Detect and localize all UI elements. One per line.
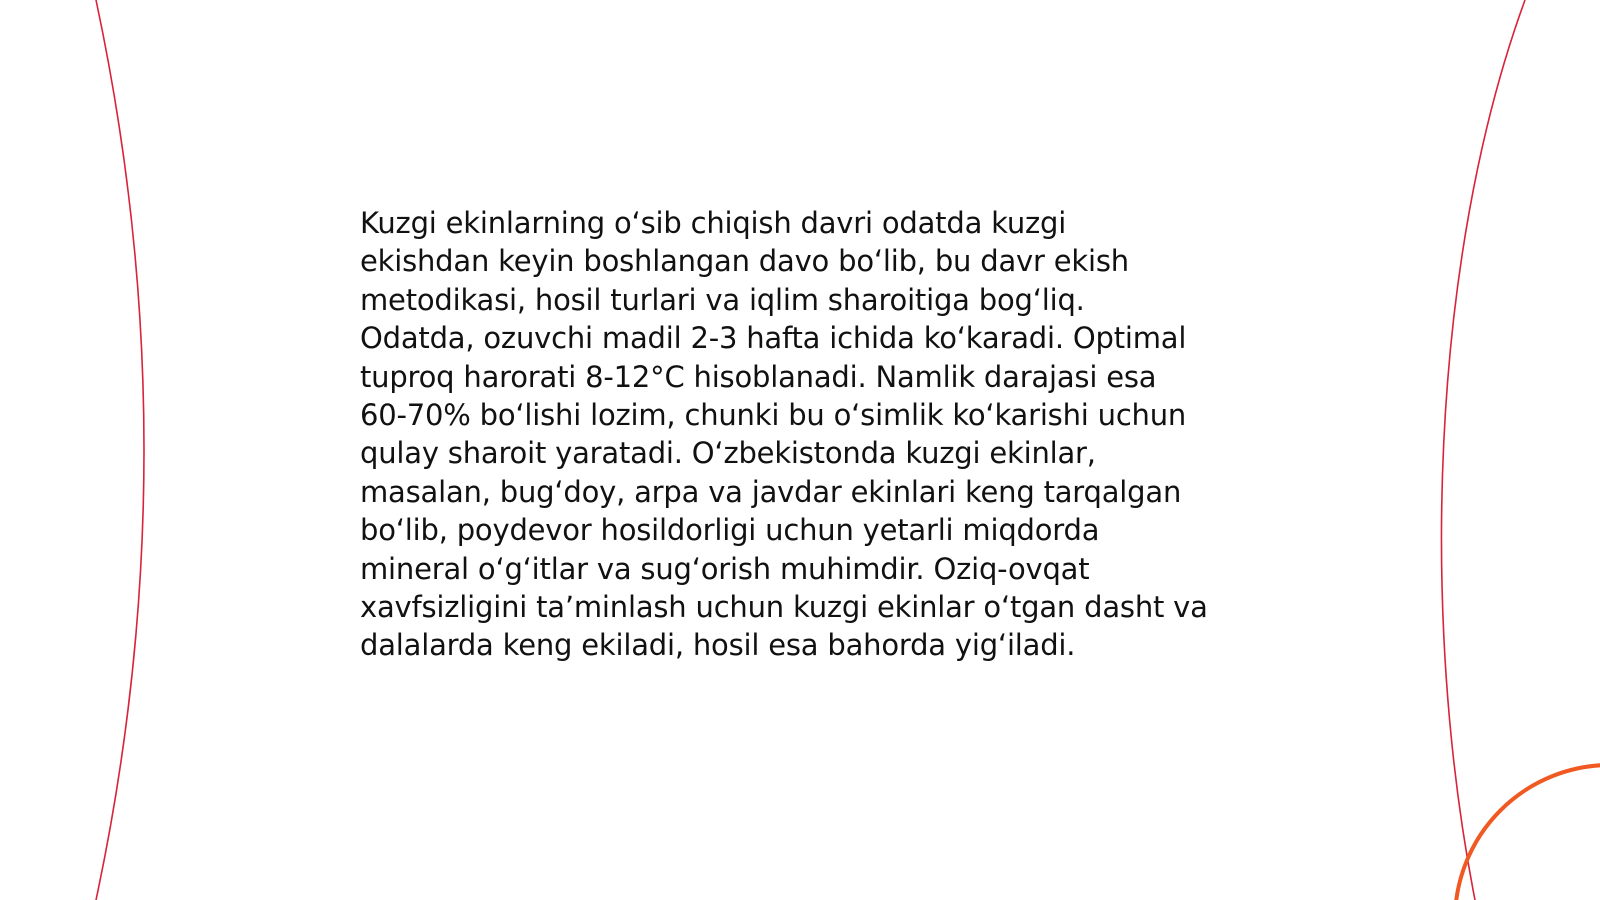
paragraph-line: xavfsizligini taʼminlash uchun kuzgi ekinlar oʻtgan dasht va [360,590,1208,625]
paragraph-line: mineral oʻgʻitlar va sugʻorish muhimdir. Oziq-ovqat [360,551,1090,586]
paragraph-line: tuproq harorati 8-12°C hisoblanadi. Namlik darajasi esa [360,359,1157,394]
paragraph-line: boʻlib, poydevor hosildorligi uchun yetarli miqdorda [360,513,1100,548]
paragraph-line: Kuzgi ekinlarning oʻsib chiqish davri odatda kuzgi [360,206,1067,240]
orange-circle-arc [1455,765,1600,900]
paragraph-line: 60-70% boʻlishi lozim, chunki bu oʻsimlik koʻkarishi uchun [360,398,1187,433]
paragraph-line: masalan, bugʻdoy, arpa va javdar ekinlari keng tarqalgan [360,474,1182,509]
paragraph-line: dalalarda keng ekiladi, hosil esa bahorda yigʻiladi. [360,628,1076,663]
left-red-curve [96,0,144,900]
paragraph-line: ekishdan keyin boshlangan davo boʻlib, bu davr ekish [360,244,1129,279]
paragraph-line: qulay sharoit yaratadi. Oʻzbekistonda kuzgi ekinlar, [360,436,1096,471]
paragraph-line: metodikasi, hosil turlari va iqlim sharoitiga bogʻliq. [360,282,1085,317]
paragraph-line: Odatda, ozuvchi madil 2-3 hafta ichida koʻkaradi. Optimal [360,321,1187,356]
right-red-curve [1441,0,1525,900]
body-paragraph [360,204,1240,665]
